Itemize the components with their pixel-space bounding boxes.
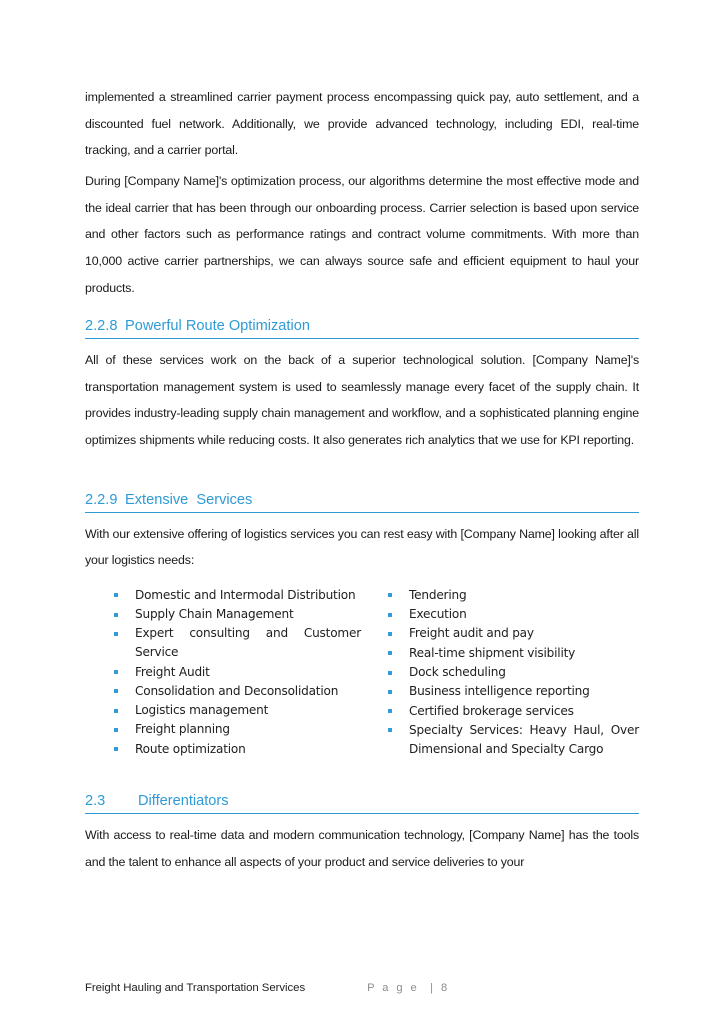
- list-item: [379, 586, 639, 605]
- list-item: [379, 702, 639, 721]
- paragraph-optimization-process: During [Company Name]'s optimization process, our algorithms determine the most effective mode and the ideal carrier that has been through our onboarding process. Carrier selection is based upon service and other factors such as performance ratings and contract volume commitments. With more than 10,000 active carrier partnerships, we can always source safe and efficient equipment to haul your products.: [85, 174, 639, 295]
- heading-number: 2.3: [85, 792, 106, 809]
- list-item-label: Freight Audit: [135, 664, 210, 679]
- paragraph-carrier-payment: implemented a streamlined carrier payment process encompassing quick pay, auto settlement, and a discounted fuel network. Additionally, we provide advanced technology, including EDI, real-time tracking, and a carrier portal.: [85, 90, 639, 158]
- spacer: [85, 814, 639, 822]
- list-item-label: Domestic and Intermodal Distribution: [135, 587, 356, 602]
- list-item: [105, 605, 361, 624]
- page-footer: [85, 982, 639, 994]
- list-item: [379, 721, 639, 759]
- spacer: [85, 513, 639, 521]
- services-two-column-list: [85, 586, 639, 759]
- services-column-right: [361, 586, 639, 759]
- heading-title: Extensive Services: [125, 491, 253, 508]
- list-item: [379, 624, 639, 643]
- list-item: [379, 663, 639, 682]
- list-item-label: Dock scheduling: [409, 665, 506, 679]
- services-list-right: [379, 586, 639, 759]
- page-content: [85, 84, 639, 875]
- list-item-label: Logistics management: [135, 703, 269, 718]
- list-item: [105, 701, 361, 720]
- list-item: [379, 605, 639, 624]
- spacer: [85, 454, 639, 490]
- list-item-label: Real-time shipment visibility: [409, 645, 576, 660]
- list-item: [379, 682, 639, 701]
- list-item-label: Tendering: [409, 587, 467, 602]
- spacer: [85, 301, 639, 316]
- heading-title: Differentiators: [138, 792, 229, 809]
- services-column-left: [85, 586, 361, 759]
- list-item-label: Specialty Services: Heavy Haul, Over Dimensional and Specialty Cargo: [409, 722, 639, 756]
- list-item-label: Execution: [409, 607, 467, 622]
- section-heading-2-2-8: [85, 316, 639, 339]
- list-item: [105, 624, 361, 662]
- list-item-label: Route optimization: [135, 741, 246, 756]
- heading-text-2-2-8: [85, 316, 639, 338]
- list-item: [105, 720, 361, 739]
- heading-number: 2.2.8: [85, 318, 118, 335]
- heading-text-2-2-9: [85, 490, 639, 512]
- heading-title: Powerful Route Optimization: [125, 318, 310, 335]
- spacer: [85, 339, 639, 347]
- list-item-label: Business intelligence reporting: [409, 684, 590, 699]
- spacer: [85, 759, 639, 791]
- paragraph-technological-solution: All of these services work on the back of a superior technological solution. [Company Name]'s transportation management system is used to seamlessly manage every facet of the supply chain. It provides industry-leading supply chain management and workflow, and a sophisticated planning engine optimizes shipments while reducing costs. It also generates rich analytics that we use for KPI reporting.: [85, 353, 639, 448]
- list-item-label: Freight audit and pay: [409, 626, 534, 641]
- list-item-label: Certified brokerage services: [409, 703, 574, 718]
- list-item: [105, 740, 361, 759]
- list-item-label: Consolidation and Deconsolidation: [135, 683, 339, 698]
- list-item: [105, 586, 361, 605]
- list-item-label: Freight planning: [135, 722, 230, 737]
- heading-text-2-3: [85, 791, 639, 813]
- list-item-label: Supply Chain Management: [135, 607, 294, 622]
- footer-document-title: Freight Hauling and Transportation Services: [85, 982, 306, 994]
- list-item: [105, 682, 361, 701]
- services-list-left: [105, 586, 361, 759]
- heading-number: 2.2.9: [85, 491, 118, 508]
- list-item: [105, 663, 361, 682]
- footer-page-number: P a g e | 8: [367, 982, 450, 994]
- paragraph-extensive-offering: With our extensive offering of logistics services you can rest easy with [Company Name] looking after all your logistics needs:: [85, 526, 639, 568]
- paragraph-differentiators-intro: With access to real-time data and modern communication technology, [Company Name] has the tools and the talent to enhance all aspects of your product and service deliveries to your: [85, 827, 639, 869]
- section-heading-2-3: [85, 791, 639, 814]
- list-item-label: Expert consulting and Customer Service: [135, 626, 361, 660]
- list-item: [379, 644, 639, 663]
- section-heading-2-2-9: [85, 490, 639, 513]
